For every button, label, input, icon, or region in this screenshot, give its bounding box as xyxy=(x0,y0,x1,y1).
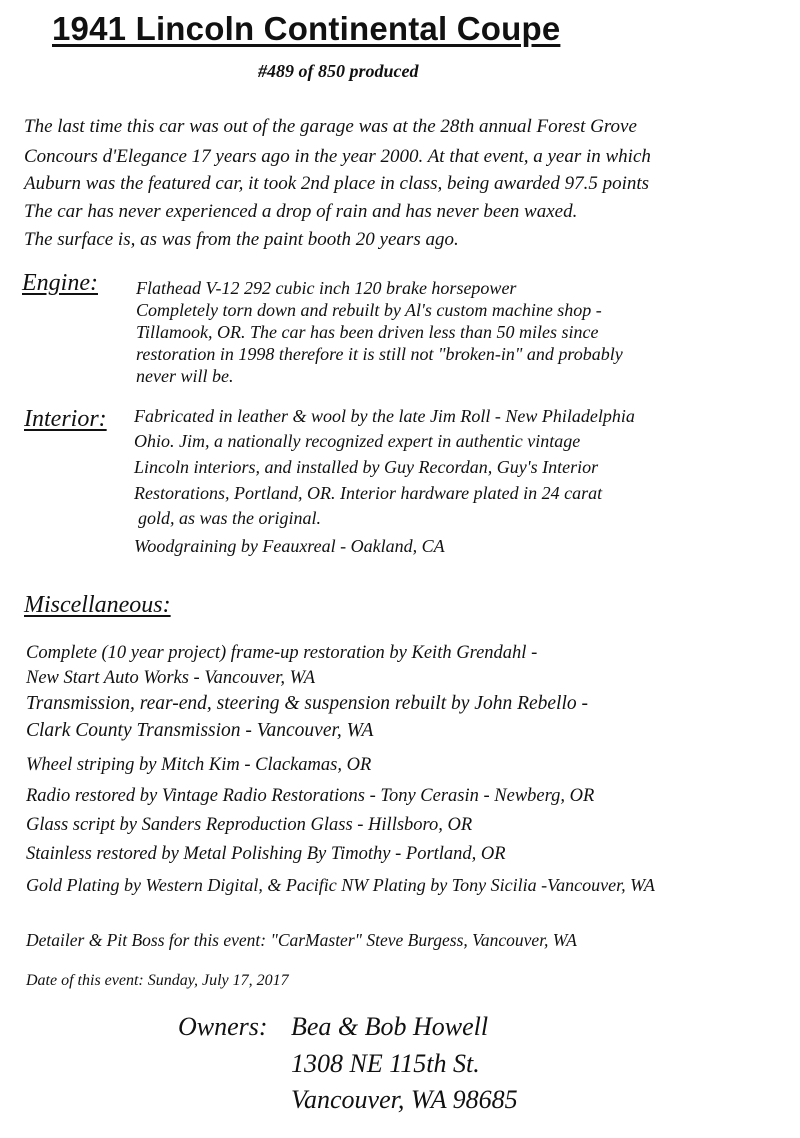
owners-label: Owners: xyxy=(178,1012,268,1041)
interior-line: Lincoln interiors, and installed by Guy Recordan, Guy's Interior xyxy=(134,457,599,477)
interior-line: Restorations, Portland, OR. Interior hardware plated in 24 carat xyxy=(134,483,603,503)
intro-line: The car has never experienced a drop of rain and has never been waxed. xyxy=(24,201,578,222)
misc-line: Gold Plating by Western Digital, & Pacific NW Plating by Tony Sicilia -Vancouver, WA xyxy=(26,875,655,895)
owners-street: 1308 NE 115th St. xyxy=(291,1049,480,1078)
page-title: 1941 Lincoln Continental Coupe xyxy=(52,10,561,47)
interior-heading: Interior: xyxy=(24,406,107,432)
owners-name: Bea & Bob Howell xyxy=(291,1012,489,1041)
interior-line: Ohio. Jim, a nationally recognized expert in authentic vintage xyxy=(134,431,581,451)
intro-line: The last time this car was out of the garage was at the 28th annual Forest Grove xyxy=(24,116,637,137)
engine-line: Tillamook, OR. The car has been driven less than 50 miles since xyxy=(136,322,599,342)
engine-line: never will be. xyxy=(136,366,234,386)
engine-heading: Engine: xyxy=(22,270,98,296)
event-date: Date of this event: Sunday, July 17, 2017 xyxy=(26,972,289,989)
misc-line: Radio restored by Vintage Radio Restorations - Tony Cerasin - Newberg, OR xyxy=(26,786,595,806)
misc-line: Wheel striping by Mitch Kim - Clackamas, OR xyxy=(26,755,372,775)
misc-line: Transmission, rear-end, steering & suspension rebuilt by John Rebello - xyxy=(26,693,588,714)
production-number: #489 of 850 produced xyxy=(258,61,419,81)
engine-line: Completely torn down and rebuilt by Al's custom machine shop - xyxy=(136,300,602,320)
owners-city: Vancouver, WA 98685 xyxy=(291,1085,518,1114)
misc-line: New Start Auto Works - Vancouver, WA xyxy=(26,668,316,688)
intro-line: The surface is, as was from the paint booth 20 years ago. xyxy=(24,229,459,250)
engine-line: restoration in 1998 therefore it is still not "broken-in" and probably xyxy=(136,344,623,364)
misc-line: Complete (10 year project) frame-up restoration by Keith Grendahl - xyxy=(26,643,538,663)
misc-line: Clark County Transmission - Vancouver, WA xyxy=(26,720,374,741)
engine-line: Flathead V-12 292 cubic inch 120 brake horsepower xyxy=(136,278,517,298)
detailer-line: Detailer & Pit Boss for this event: "CarMaster" Steve Burgess, Vancouver, WA xyxy=(26,930,577,950)
intro-line: Concours d'Elegance 17 years ago in the year 2000. At that event, a year in which xyxy=(24,146,651,167)
interior-line: Fabricated in leather & wool by the late Jim Roll - New Philadelphia xyxy=(134,406,635,426)
misc-line: Glass script by Sanders Reproduction Glass - Hillsboro, OR xyxy=(26,815,473,835)
misc-line: Stainless restored by Metal Polishing By Timothy - Portland, OR xyxy=(26,844,506,864)
interior-line: Woodgraining by Feauxreal - Oakland, CA xyxy=(134,536,445,556)
intro-line: Auburn was the featured car, it took 2nd place in class, being awarded 97.5 points xyxy=(24,173,650,194)
misc-heading: Miscellaneous: xyxy=(24,592,171,618)
interior-line: gold, as was the original. xyxy=(138,508,322,528)
